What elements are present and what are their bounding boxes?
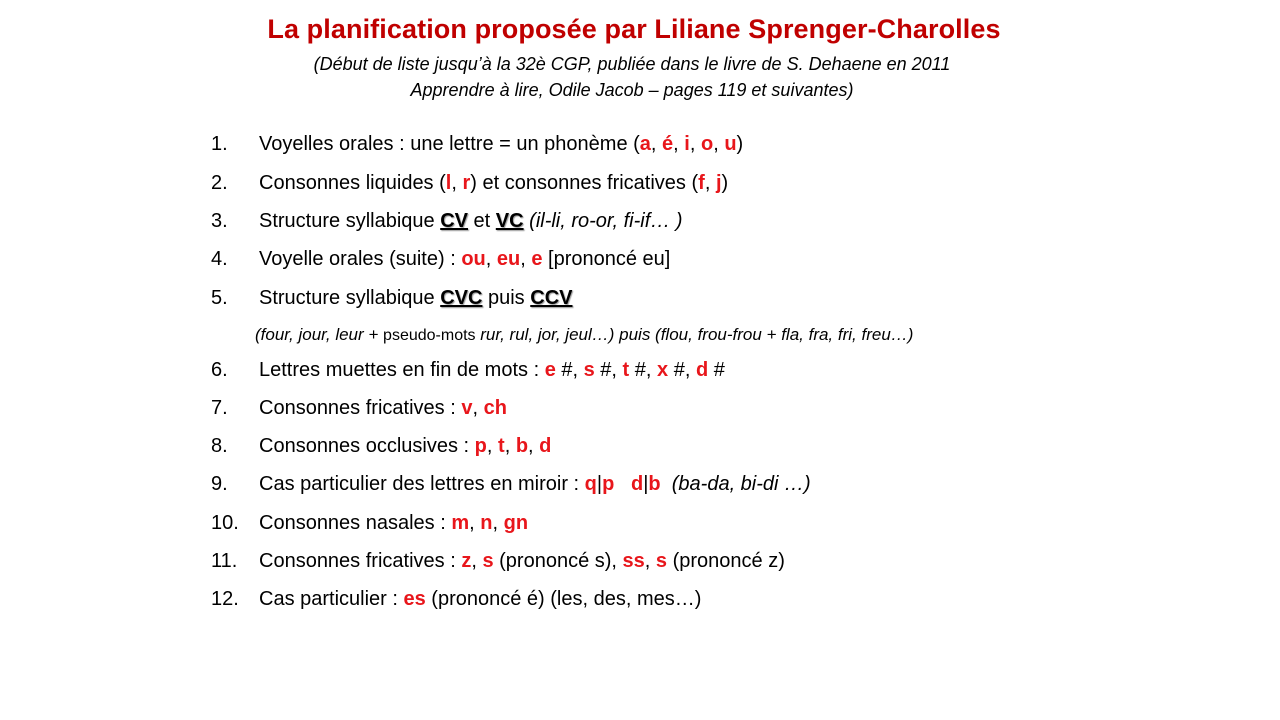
highlight-letter: eu bbox=[496, 248, 521, 270]
text-segment: , bbox=[492, 512, 504, 534]
text-segment: Consonnes fricatives : bbox=[259, 550, 462, 572]
syllable-structure: CVC bbox=[440, 287, 483, 309]
highlight-letter: t bbox=[498, 435, 505, 457]
item-number: 1. bbox=[211, 133, 228, 155]
item-number: 8. bbox=[211, 435, 228, 457]
text-segment: ) et consonnes fricatives ( bbox=[470, 172, 699, 194]
text-segment: rur, rul, jor, jeul…) puis (flou, frou-frou + fla, fra, fri, freu…) bbox=[475, 325, 914, 344]
item-text bbox=[259, 433, 551, 459]
syllable-structure: VC bbox=[495, 210, 524, 232]
text-segment: , bbox=[650, 133, 663, 155]
text-segment: Consonnes fricatives : bbox=[259, 397, 462, 419]
item-number: 2. bbox=[211, 172, 228, 194]
examples: (ba-da, bi-di …) bbox=[671, 473, 811, 495]
item-text bbox=[259, 246, 670, 272]
highlight-letter: o bbox=[700, 133, 714, 155]
item-number: 11. bbox=[211, 550, 238, 572]
text-segment: , bbox=[504, 435, 516, 457]
item-number: 9. bbox=[211, 473, 228, 495]
highlight-letter: p bbox=[474, 435, 487, 457]
highlight-letter: b bbox=[648, 473, 661, 495]
item-5-examples bbox=[255, 323, 913, 347]
item-text bbox=[259, 471, 811, 497]
text-segment: Cas particulier des lettres en miroir : bbox=[259, 473, 585, 495]
highlight-letter: d bbox=[695, 359, 709, 381]
text-segment: , bbox=[469, 512, 481, 534]
text-segment: , bbox=[713, 133, 725, 155]
text-segment: et bbox=[468, 210, 496, 232]
text-segment: , bbox=[644, 550, 656, 572]
item-text bbox=[259, 131, 743, 157]
highlight-letter: é bbox=[662, 133, 674, 155]
text-segment: [prononcé eu] bbox=[542, 248, 671, 270]
highlight-letter: a bbox=[639, 133, 651, 155]
highlight-letter: d bbox=[539, 435, 552, 457]
text-segment: Consonnes occlusives : bbox=[259, 435, 475, 457]
text-segment: , bbox=[704, 172, 716, 194]
text-segment: , bbox=[520, 248, 532, 270]
text-segment: #, bbox=[594, 359, 623, 381]
item-number: 7. bbox=[211, 397, 228, 419]
highlight-letter: t bbox=[622, 359, 630, 381]
text-segment bbox=[661, 473, 672, 495]
highlight-letter: u bbox=[724, 133, 737, 155]
text-segment: #, bbox=[555, 359, 584, 381]
highlight-letter: ou bbox=[461, 248, 486, 270]
text-segment: Lettres muettes en fin de mots : bbox=[259, 359, 545, 381]
highlight-letter: s bbox=[583, 359, 595, 381]
text-segment: , bbox=[689, 133, 701, 155]
highlight-letter: b bbox=[515, 435, 529, 457]
item-number: 10. bbox=[211, 512, 239, 534]
highlight-letter: e bbox=[544, 359, 556, 381]
text-segment: Voyelles orales : une lettre = un phonème ( bbox=[259, 133, 640, 155]
syllable-structure: CV bbox=[440, 210, 468, 232]
subtitle-line-2: Apprendre à lire, Odile Jacob – pages 119 et suivantes) bbox=[410, 80, 854, 100]
highlight-letter: j bbox=[715, 172, 722, 194]
item-text bbox=[259, 510, 528, 536]
item-text bbox=[259, 208, 682, 234]
highlight-letter: d bbox=[630, 473, 644, 495]
text-segment: ) bbox=[736, 133, 744, 155]
text-segment: #, bbox=[668, 359, 696, 381]
highlight-letter: l bbox=[445, 172, 452, 194]
text-segment: ) bbox=[721, 172, 729, 194]
text-segment: Structure syllabique bbox=[259, 210, 441, 232]
text-segment: (prononcé s), bbox=[493, 550, 623, 572]
highlight-letter: e bbox=[531, 248, 543, 270]
highlight-letter: v bbox=[461, 397, 473, 419]
text-segment: Cas particulier : bbox=[259, 588, 404, 610]
highlight-letter: r bbox=[462, 172, 471, 194]
highlight-letter: q bbox=[584, 473, 597, 495]
item-number: 4. bbox=[211, 248, 228, 270]
item-text bbox=[259, 395, 507, 421]
text-segment: puis bbox=[482, 287, 531, 309]
mirror-separator: | bbox=[643, 473, 649, 495]
item-number: 6. bbox=[211, 359, 228, 381]
highlight-letter: z bbox=[461, 550, 472, 572]
text-segment: pseudo-mots bbox=[383, 327, 476, 344]
item-text bbox=[259, 285, 572, 311]
highlight-letter: i bbox=[684, 133, 690, 155]
highlight-letter: f bbox=[698, 172, 705, 194]
highlight-letter: s bbox=[655, 550, 668, 572]
highlight-letter: gn bbox=[503, 512, 529, 534]
text-segment: (four, jour, leur + bbox=[255, 325, 384, 344]
highlight-letter: p bbox=[602, 473, 615, 495]
syllable-structure: CCV bbox=[530, 287, 573, 309]
text-segment: , bbox=[528, 435, 540, 457]
text-segment: , bbox=[472, 397, 484, 419]
text-segment: Voyelle orales (suite) : bbox=[259, 248, 462, 270]
text-segment: Consonnes liquides ( bbox=[259, 172, 446, 194]
text-segment: Structure syllabique bbox=[259, 287, 441, 309]
highlight-letter: es bbox=[403, 588, 426, 610]
examples: (il-li, ro-or, fi-if… ) bbox=[529, 210, 683, 232]
text-segment: , bbox=[451, 172, 463, 194]
subtitle-line-1: (Début de liste jusqu’à la 32è CGP, publiée dans le livre de S. Dehaene en 2011 bbox=[313, 54, 951, 74]
highlight-letter: m bbox=[451, 512, 470, 534]
slide-title: La planification proposée par Liliane Sprenger-Charolles bbox=[267, 14, 1001, 44]
text-segment: (prononcé é) (les, des, mes…) bbox=[425, 588, 702, 610]
item-text bbox=[259, 548, 785, 574]
text-segment: , bbox=[673, 133, 685, 155]
item-number: 3. bbox=[211, 210, 228, 232]
mirror-separator: | bbox=[596, 473, 603, 495]
highlight-letter: ch bbox=[483, 397, 507, 419]
item-number: 5. bbox=[211, 287, 228, 309]
highlight-letter: n bbox=[480, 512, 493, 534]
highlight-letter: ss bbox=[622, 550, 645, 572]
text-segment: (prononcé z) bbox=[667, 550, 785, 572]
item-text bbox=[259, 170, 728, 196]
text-segment bbox=[614, 473, 631, 495]
text-segment: # bbox=[708, 359, 725, 381]
text-segment: #, bbox=[629, 359, 658, 381]
text-segment: , bbox=[485, 248, 497, 270]
text-segment: , bbox=[486, 435, 499, 457]
text-segment: , bbox=[471, 550, 483, 572]
highlight-letter: s bbox=[482, 550, 494, 572]
item-number: 12. bbox=[211, 588, 239, 610]
text-segment: Consonnes nasales : bbox=[259, 512, 452, 534]
highlight-letter: x bbox=[657, 359, 669, 381]
item-text bbox=[259, 357, 725, 383]
item-text bbox=[259, 586, 701, 612]
